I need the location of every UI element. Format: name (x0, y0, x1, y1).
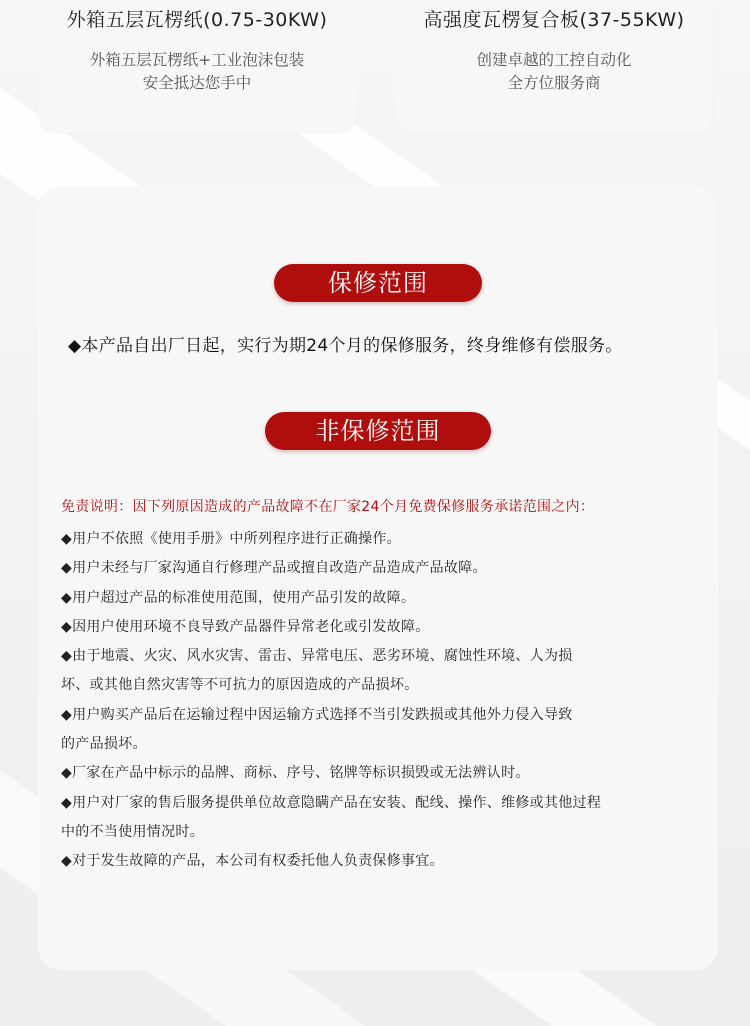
list-item: ◆对于发生故障的产品，本公司有权委托他人负责保修事宜。 (61, 853, 444, 870)
non-warranty-list (61, 525, 701, 877)
packaging-card-description (396, 49, 712, 95)
packaging-card-title: 外箱五层瓦楞纸(0.75-30KW) (66, 9, 328, 31)
list-item: ◆用户不依照《使用手册》中所列程序进行正确操作。 (61, 531, 401, 547)
list-item: ◆因用户使用环境不良导致产品器件异常老化或引发故障。 (61, 618, 430, 635)
list-item: 的产品损坏。 (61, 736, 147, 753)
packaging-card-title: 高强度瓦楞复合板(37-55KW) (423, 9, 685, 31)
list-item: ◆由于地震、火灾、风水灾害、雷击、异常电压、恶劣环境、腐蚀性环境、人为损 (61, 648, 573, 665)
list-item: 中的不当使用情况时。 (61, 823, 204, 840)
packaging-card-desc-line: 安全抵达您手中 (142, 74, 252, 92)
non-warranty-heading: 非保修范围 (265, 412, 491, 450)
packaging-card-description (38, 49, 356, 95)
warranty-heading: 保修范围 (274, 264, 482, 302)
packaging-card-desc-line: 全方位服务商 (507, 74, 601, 92)
list-item: ◆用户未经与厂家沟通自行修理产品或擅自改造产品造成产品故障。 (61, 560, 487, 577)
list-item: ◆用户对厂家的售后服务提供单位故意隐瞒产品在安装、配线、操作、维修或其他过程 (61, 794, 602, 811)
warranty-panel (38, 186, 718, 970)
warranty-statement: ◆本产品自出厂日起，实行为期24个月的保修服务，终身维修有偿服务。 (68, 336, 623, 356)
list-item: ◆厂家在产品中标示的品牌、商标、序号、铭牌等标识损毁或无法辨认时。 (61, 765, 530, 782)
packaging-card-desc-line: 创建卓越的工控自动化 (476, 51, 632, 69)
packaging-card-desc-line: 外箱五层瓦楞纸+工业泡沫包装 (89, 51, 305, 69)
list-item: 坏、或其他自然灾害等不可抗力的原因造成的产品损坏。 (61, 677, 419, 694)
list-item: ◆用户超过产品的标准使用范围，使用产品引发的故障。 (61, 589, 416, 606)
disclaimer-text: 免责说明：因下列原因造成的产品故障不在厂家24个月免费保修服务承诺范围之内： (61, 499, 595, 515)
packaging-card-small (38, 0, 356, 133)
packaging-card-large (396, 0, 712, 133)
list-item: ◆用户购买产品后在运输过程中因运输方式选择不当引发跌损或其他外力侵入导致 (61, 706, 573, 723)
